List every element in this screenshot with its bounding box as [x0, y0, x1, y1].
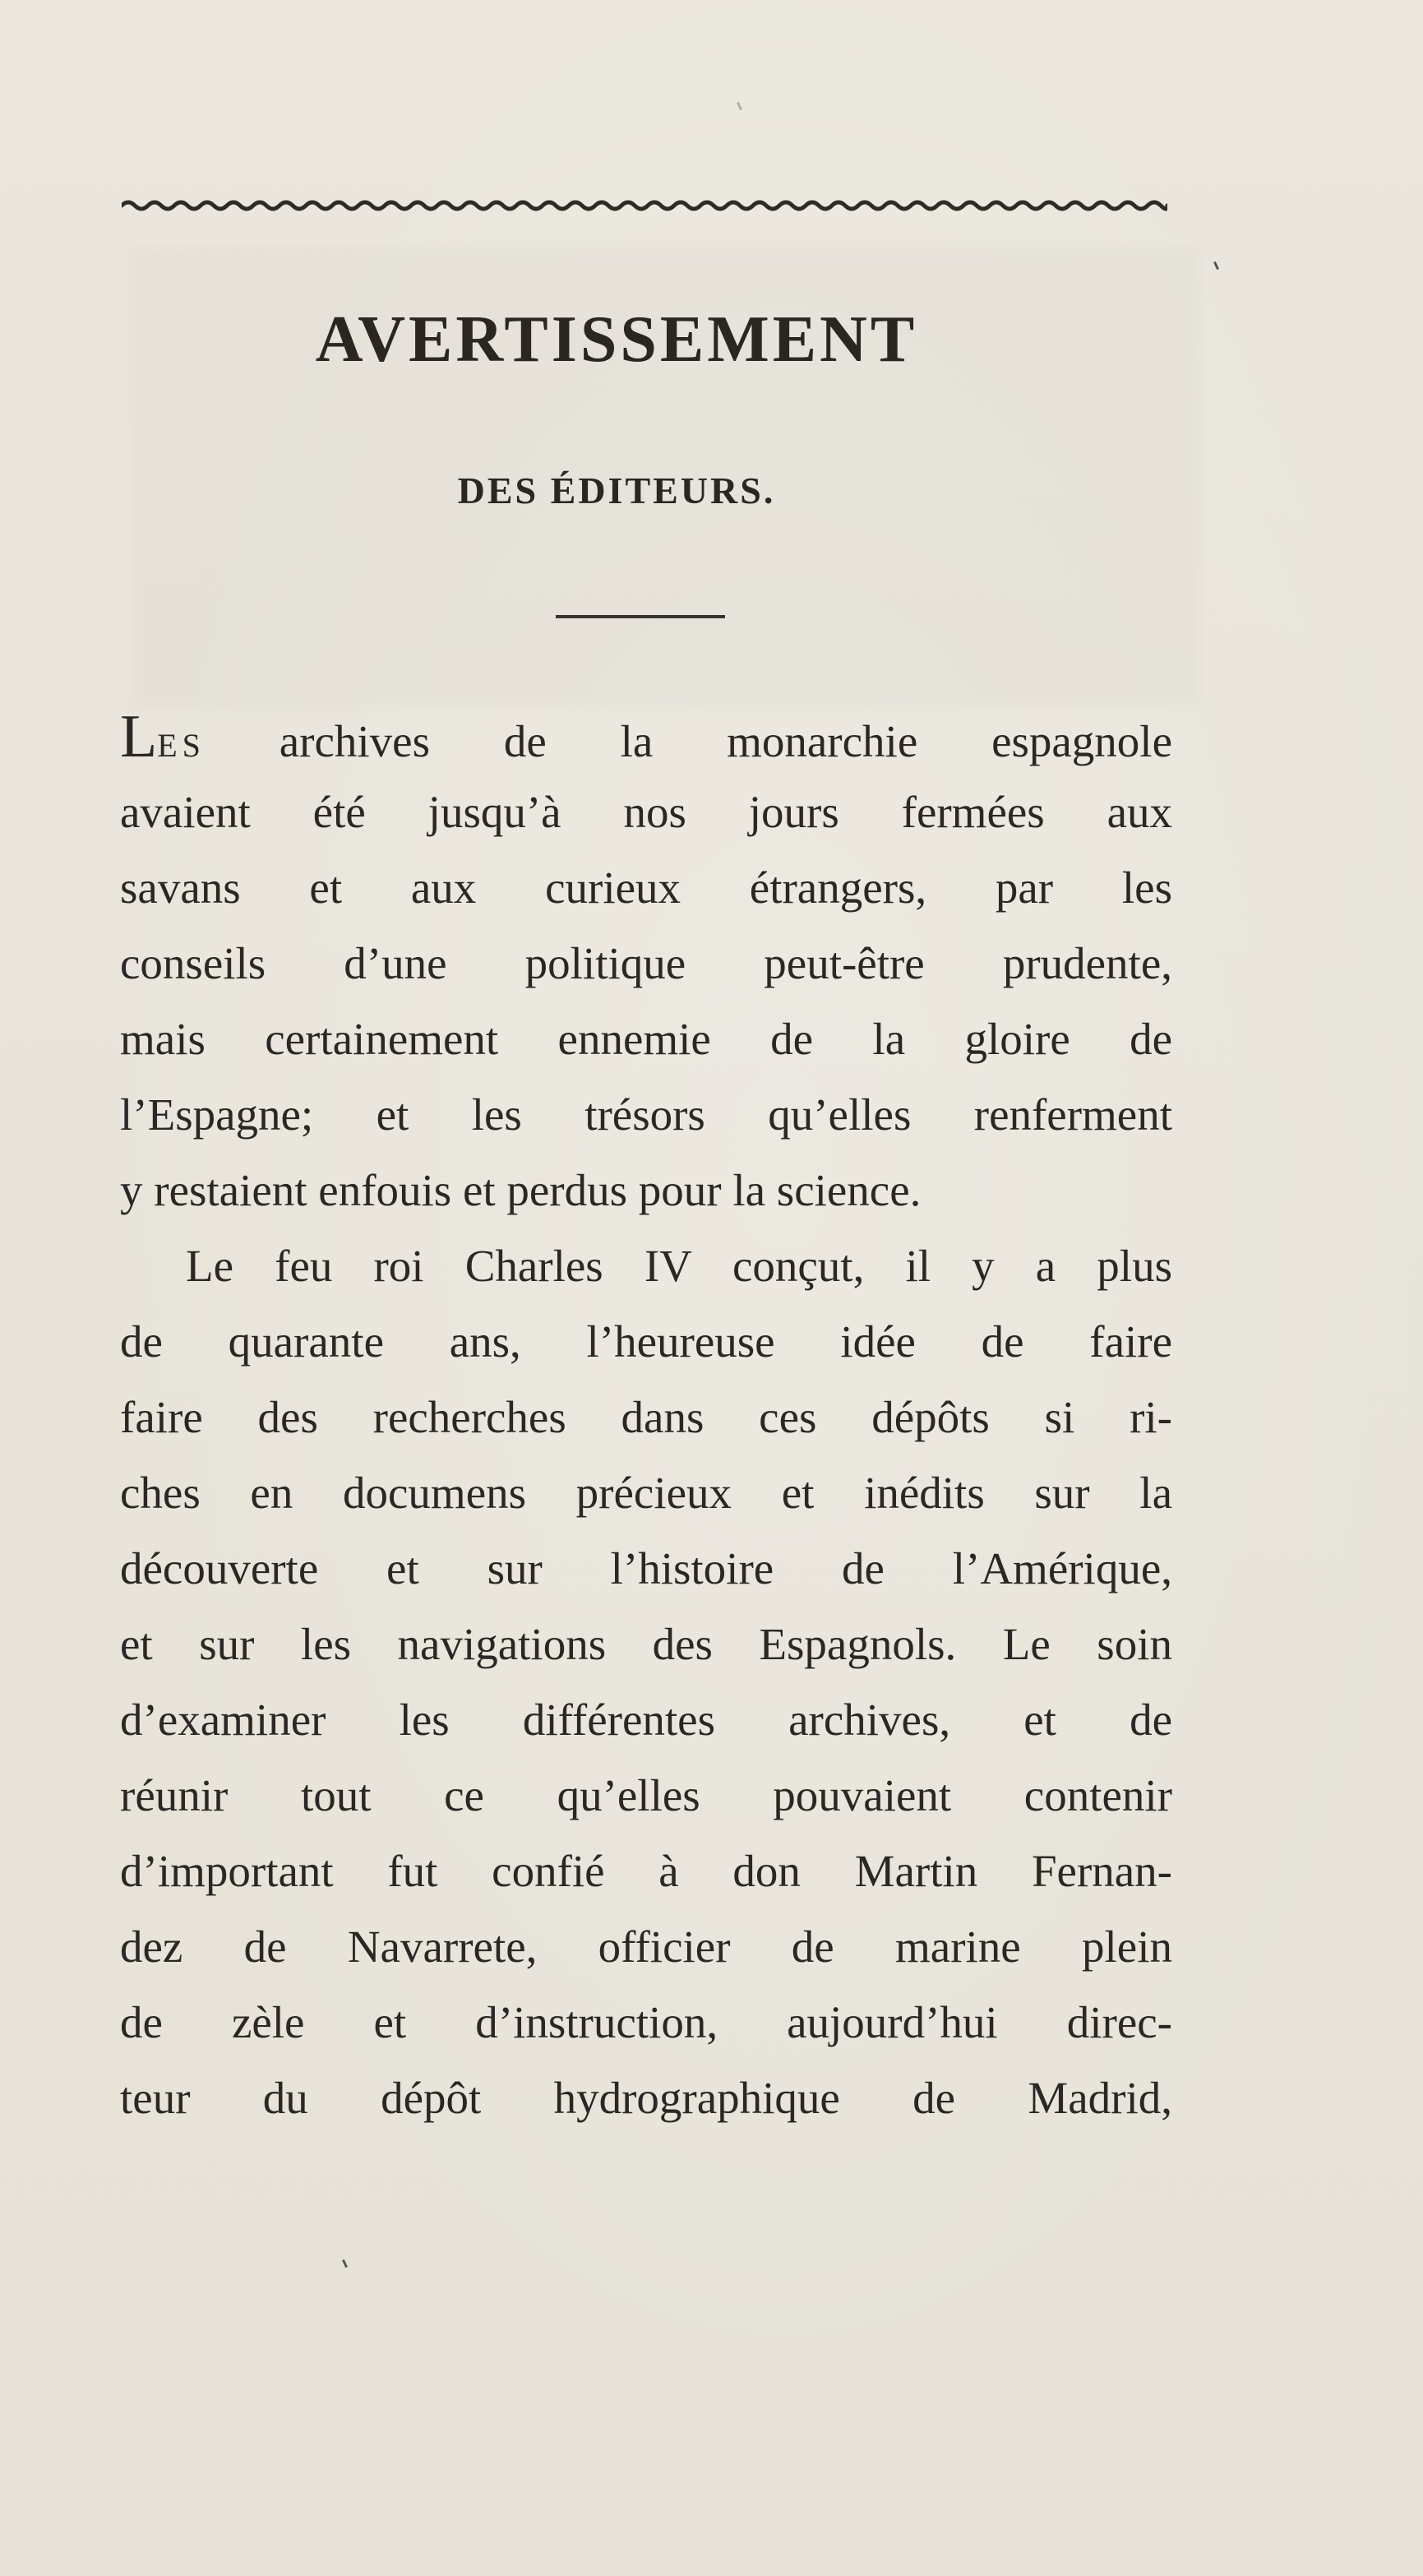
text-line: l’Espagne; et les trésors qu’elles renferment [120, 1089, 1172, 1140]
text-line: d’important fut confié à don Martin Fernan- [120, 1846, 1172, 1896]
text-line: y restaient enfouis et perdus pour la science. [120, 1165, 922, 1215]
text-line: faire des recherches dans ces dépôts si ri- [120, 1392, 1172, 1442]
text-line: conseils d’une politique peut-être prudente, [120, 938, 1172, 988]
text-line: de quarante ans, l’heureuse idée de faire [120, 1316, 1172, 1367]
paper-speck [1213, 261, 1219, 270]
text-line: mais certainement ennemie de la gloire de [120, 1014, 1172, 1064]
paper-speck [737, 102, 742, 110]
smallcaps-word: ES [157, 727, 206, 764]
text-line: avaient été jusqu’à nos jours fermées aux [120, 787, 1172, 837]
text-line-content: archives de la monarchie espagnole [205, 716, 1172, 766]
ornamental-rule [122, 196, 1167, 215]
text-line: teur du dépôt hydrographique de Madrid, [120, 2073, 1172, 2123]
text-line: et sur les navigations des Espagnols. Le soin [120, 1619, 1172, 1669]
text-line: savans et aux curieux étrangers, par les [120, 863, 1172, 913]
paper-speck [342, 2259, 348, 2268]
page-title: AVERTISSEMENT [315, 303, 918, 376]
text-line: réunir tout ce qu’elles pouvaient contenir [120, 1770, 1172, 1820]
body-paragraphs [120, 699, 1172, 2136]
text-line: de zèle et d’instruction, aujourd’hui direc- [120, 1997, 1172, 2047]
text-line: découverte et sur l’histoire de l’Amérique, [120, 1543, 1172, 1593]
dropcap-letter: L [120, 703, 158, 770]
text-line: ches en documens précieux et inédits sur la [120, 1468, 1172, 1518]
text-line [120, 699, 1172, 775]
text-line: Le feu roi Charles IV conçut, il y a plus [186, 1241, 1172, 1291]
text-line: d’examiner les différentes archives, et de [120, 1695, 1172, 1745]
text-line: dez de Navarrete, officier de marine plein [120, 1922, 1172, 1972]
title-divider [556, 615, 725, 618]
page-subtitle: DES ÉDITEURS. [457, 469, 776, 511]
